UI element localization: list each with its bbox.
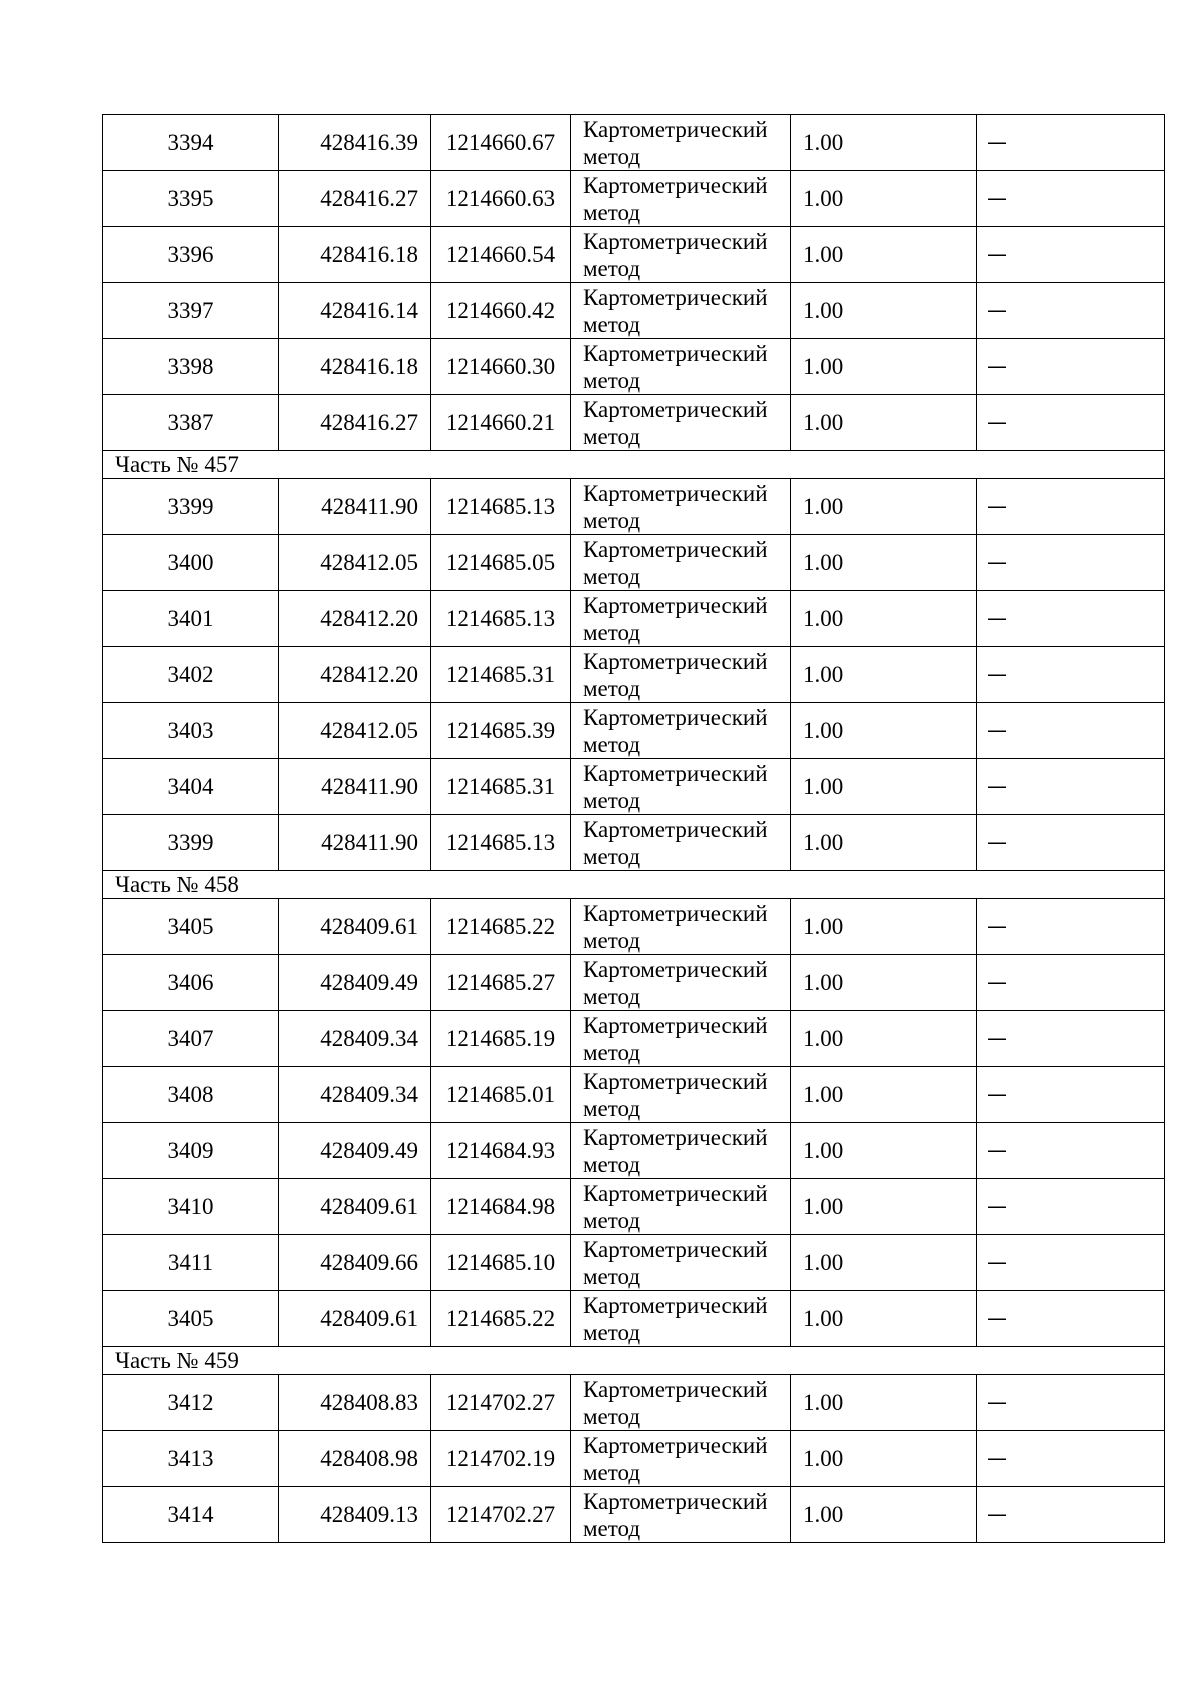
method-line-2: метод: [583, 1515, 641, 1541]
table-row: [103, 1431, 1165, 1487]
method-cell: [571, 1011, 791, 1067]
description-cell: —: [977, 591, 1165, 647]
accuracy-cell: 1.00: [791, 703, 977, 759]
point-number-cell: 3408: [103, 1067, 279, 1123]
description-cell: —: [977, 227, 1165, 283]
y-coordinate-cell: 1214685.39: [431, 703, 571, 759]
method-line-1: Картометрический: [583, 1012, 768, 1038]
method-line-1: Картометрический: [583, 172, 768, 198]
method-cell: [571, 647, 791, 703]
point-number-cell: 3394: [103, 115, 279, 171]
method-line-2: метод: [583, 675, 641, 701]
description-cell: —: [977, 171, 1165, 227]
method-line-1: Картометрический: [583, 1292, 768, 1318]
method-line-2: метод: [583, 1095, 641, 1121]
y-coordinate-cell: 1214702.19: [431, 1431, 571, 1487]
table-row: [103, 1375, 1165, 1431]
accuracy-cell: 1.00: [791, 1179, 977, 1235]
y-coordinate-cell: 1214684.93: [431, 1123, 571, 1179]
table-row: [103, 171, 1165, 227]
description-cell: —: [977, 703, 1165, 759]
x-coordinate-cell: 428412.20: [279, 591, 431, 647]
method-line-2: метод: [583, 507, 641, 533]
part-header-row: [103, 871, 1165, 899]
method-line-1: Картометрический: [583, 592, 768, 618]
table-row: [103, 591, 1165, 647]
method-cell: [571, 955, 791, 1011]
x-coordinate-cell: 428416.27: [279, 395, 431, 451]
table-row: [103, 1123, 1165, 1179]
method-cell: [571, 227, 791, 283]
method-line-2: метод: [583, 619, 641, 645]
accuracy-cell: 1.00: [791, 339, 977, 395]
x-coordinate-cell: 428412.05: [279, 703, 431, 759]
method-cell: [571, 1291, 791, 1347]
method-line-1: Картометрический: [583, 1236, 768, 1262]
description-cell: —: [977, 395, 1165, 451]
method-line-1: Картометрический: [583, 1068, 768, 1094]
point-number-cell: 3411: [103, 1235, 279, 1291]
method-cell: [571, 339, 791, 395]
point-number-cell: 3413: [103, 1431, 279, 1487]
accuracy-cell: 1.00: [791, 1431, 977, 1487]
table-row: [103, 955, 1165, 1011]
point-number-cell: 3396: [103, 227, 279, 283]
part-header-row: [103, 451, 1165, 479]
y-coordinate-cell: 1214660.54: [431, 227, 571, 283]
method-line-1: Картометрический: [583, 648, 768, 674]
y-coordinate-cell: 1214660.67: [431, 115, 571, 171]
point-number-cell: 3399: [103, 815, 279, 871]
table-row: [103, 1067, 1165, 1123]
method-line-2: метод: [583, 1459, 641, 1485]
description-cell: —: [977, 647, 1165, 703]
method-line-1: Картометрический: [583, 116, 768, 142]
description-cell: —: [977, 1235, 1165, 1291]
method-cell: [571, 591, 791, 647]
y-coordinate-cell: 1214685.31: [431, 759, 571, 815]
y-coordinate-cell: 1214660.30: [431, 339, 571, 395]
y-coordinate-cell: 1214685.05: [431, 535, 571, 591]
point-number-cell: 3399: [103, 479, 279, 535]
method-line-1: Картометрический: [583, 1180, 768, 1206]
method-cell: [571, 899, 791, 955]
point-number-cell: 3406: [103, 955, 279, 1011]
point-number-cell: 3410: [103, 1179, 279, 1235]
accuracy-cell: 1.00: [791, 535, 977, 591]
method-line-1: Картометрический: [583, 816, 768, 842]
description-cell: —: [977, 1011, 1165, 1067]
accuracy-cell: 1.00: [791, 283, 977, 339]
description-cell: —: [977, 1375, 1165, 1431]
accuracy-cell: 1.00: [791, 115, 977, 171]
y-coordinate-cell: 1214685.13: [431, 815, 571, 871]
method-cell: [571, 171, 791, 227]
table-row: [103, 1011, 1165, 1067]
x-coordinate-cell: 428412.20: [279, 647, 431, 703]
point-number-cell: 3398: [103, 339, 279, 395]
method-line-2: метод: [583, 311, 641, 337]
y-coordinate-cell: 1214685.19: [431, 1011, 571, 1067]
x-coordinate-cell: 428411.90: [279, 759, 431, 815]
method-line-2: метод: [583, 563, 641, 589]
point-number-cell: 3400: [103, 535, 279, 591]
table-row: [103, 899, 1165, 955]
x-coordinate-cell: 428409.61: [279, 899, 431, 955]
method-line-2: метод: [583, 927, 641, 953]
description-cell: —: [977, 1431, 1165, 1487]
method-cell: [571, 1431, 791, 1487]
method-cell: [571, 1179, 791, 1235]
description-cell: —: [977, 1487, 1165, 1543]
method-line-2: метод: [583, 143, 641, 169]
point-number-cell: 3414: [103, 1487, 279, 1543]
method-line-1: Картометрический: [583, 760, 768, 786]
accuracy-cell: 1.00: [791, 1011, 977, 1067]
method-cell: [571, 479, 791, 535]
description-cell: —: [977, 479, 1165, 535]
accuracy-cell: 1.00: [791, 1291, 977, 1347]
description-cell: —: [977, 339, 1165, 395]
method-line-2: метод: [583, 1207, 641, 1233]
x-coordinate-cell: 428408.98: [279, 1431, 431, 1487]
description-cell: —: [977, 1179, 1165, 1235]
description-cell: —: [977, 115, 1165, 171]
method-line-2: метод: [583, 1263, 641, 1289]
method-cell: [571, 283, 791, 339]
point-number-cell: 3405: [103, 899, 279, 955]
y-coordinate-cell: 1214660.21: [431, 395, 571, 451]
x-coordinate-cell: 428408.83: [279, 1375, 431, 1431]
method-line-2: метод: [583, 1039, 641, 1065]
x-coordinate-cell: 428416.14: [279, 283, 431, 339]
method-line-1: Картометрический: [583, 1432, 768, 1458]
part-label: Часть № 457: [103, 451, 1165, 479]
description-cell: —: [977, 283, 1165, 339]
method-cell: [571, 1375, 791, 1431]
method-line-2: метод: [583, 731, 641, 757]
accuracy-cell: 1.00: [791, 899, 977, 955]
description-cell: —: [977, 1123, 1165, 1179]
description-cell: —: [977, 759, 1165, 815]
point-number-cell: 3407: [103, 1011, 279, 1067]
point-number-cell: 3401: [103, 591, 279, 647]
method-cell: [571, 1235, 791, 1291]
method-cell: [571, 115, 791, 171]
method-cell: [571, 535, 791, 591]
point-number-cell: 3412: [103, 1375, 279, 1431]
table-row: [103, 395, 1165, 451]
point-number-cell: 3402: [103, 647, 279, 703]
x-coordinate-cell: 428411.90: [279, 815, 431, 871]
method-line-1: Картометрический: [583, 956, 768, 982]
x-coordinate-cell: 428409.66: [279, 1235, 431, 1291]
accuracy-cell: 1.00: [791, 1235, 977, 1291]
table-row: [103, 115, 1165, 171]
point-number-cell: 3403: [103, 703, 279, 759]
y-coordinate-cell: 1214685.31: [431, 647, 571, 703]
x-coordinate-cell: 428409.49: [279, 955, 431, 1011]
table-row: [103, 1179, 1165, 1235]
method-line-2: метод: [583, 1151, 641, 1177]
x-coordinate-cell: 428416.18: [279, 339, 431, 395]
table-row: [103, 339, 1165, 395]
description-cell: —: [977, 815, 1165, 871]
table-row: [103, 1235, 1165, 1291]
point-number-cell: 3409: [103, 1123, 279, 1179]
accuracy-cell: 1.00: [791, 479, 977, 535]
description-cell: —: [977, 1291, 1165, 1347]
point-number-cell: 3387: [103, 395, 279, 451]
table-row: [103, 479, 1165, 535]
accuracy-cell: 1.00: [791, 171, 977, 227]
accuracy-cell: 1.00: [791, 815, 977, 871]
table-row: [103, 1487, 1165, 1543]
x-coordinate-cell: 428409.61: [279, 1291, 431, 1347]
coordinates-table: [102, 114, 1165, 1543]
method-cell: [571, 1123, 791, 1179]
x-coordinate-cell: 428409.34: [279, 1067, 431, 1123]
method-line-2: метод: [583, 1319, 641, 1345]
method-cell: [571, 815, 791, 871]
method-line-2: метод: [583, 199, 641, 225]
method-line-2: метод: [583, 787, 641, 813]
y-coordinate-cell: 1214685.22: [431, 899, 571, 955]
table-row: [103, 815, 1165, 871]
table-row: [103, 647, 1165, 703]
table-row: [103, 227, 1165, 283]
method-cell: [571, 703, 791, 759]
method-line-2: метод: [583, 423, 641, 449]
method-line-2: метод: [583, 983, 641, 1009]
method-line-2: метод: [583, 1403, 641, 1429]
method-line-2: метод: [583, 255, 641, 281]
accuracy-cell: 1.00: [791, 955, 977, 1011]
description-cell: —: [977, 899, 1165, 955]
accuracy-cell: 1.00: [791, 1375, 977, 1431]
x-coordinate-cell: 428416.18: [279, 227, 431, 283]
point-number-cell: 3395: [103, 171, 279, 227]
accuracy-cell: 1.00: [791, 591, 977, 647]
table-row: [103, 759, 1165, 815]
method-line-1: Картометрический: [583, 480, 768, 506]
accuracy-cell: 1.00: [791, 1123, 977, 1179]
accuracy-cell: 1.00: [791, 227, 977, 283]
y-coordinate-cell: 1214660.63: [431, 171, 571, 227]
method-line-1: Картометрический: [583, 284, 768, 310]
method-line-1: Картометрический: [583, 1376, 768, 1402]
description-cell: —: [977, 535, 1165, 591]
part-header-row: [103, 1347, 1165, 1375]
method-line-1: Картометрический: [583, 1124, 768, 1150]
point-number-cell: 3404: [103, 759, 279, 815]
table-row: [103, 535, 1165, 591]
method-cell: [571, 1067, 791, 1123]
method-line-1: Картометрический: [583, 900, 768, 926]
point-number-cell: 3397: [103, 283, 279, 339]
accuracy-cell: 1.00: [791, 395, 977, 451]
y-coordinate-cell: 1214685.13: [431, 479, 571, 535]
method-cell: [571, 1487, 791, 1543]
y-coordinate-cell: 1214685.01: [431, 1067, 571, 1123]
method-line-1: Картометрический: [583, 536, 768, 562]
method-line-1: Картометрический: [583, 396, 768, 422]
method-line-2: метод: [583, 367, 641, 393]
method-cell: [571, 759, 791, 815]
x-coordinate-cell: 428409.34: [279, 1011, 431, 1067]
x-coordinate-cell: 428416.27: [279, 171, 431, 227]
y-coordinate-cell: 1214702.27: [431, 1487, 571, 1543]
table-row: [103, 703, 1165, 759]
coordinates-table-body: [103, 115, 1165, 1543]
y-coordinate-cell: 1214684.98: [431, 1179, 571, 1235]
accuracy-cell: 1.00: [791, 1487, 977, 1543]
method-cell: [571, 395, 791, 451]
x-coordinate-cell: 428409.49: [279, 1123, 431, 1179]
y-coordinate-cell: 1214660.42: [431, 283, 571, 339]
y-coordinate-cell: 1214685.10: [431, 1235, 571, 1291]
x-coordinate-cell: 428409.61: [279, 1179, 431, 1235]
method-line-1: Картометрический: [583, 340, 768, 366]
y-coordinate-cell: 1214685.22: [431, 1291, 571, 1347]
accuracy-cell: 1.00: [791, 1067, 977, 1123]
table-row: [103, 283, 1165, 339]
x-coordinate-cell: 428411.90: [279, 479, 431, 535]
method-line-1: Картометрический: [583, 228, 768, 254]
part-label: Часть № 458: [103, 871, 1165, 899]
point-number-cell: 3405: [103, 1291, 279, 1347]
accuracy-cell: 1.00: [791, 759, 977, 815]
table-row: [103, 1291, 1165, 1347]
method-line-1: Картометрический: [583, 1488, 768, 1514]
description-cell: —: [977, 1067, 1165, 1123]
x-coordinate-cell: 428412.05: [279, 535, 431, 591]
description-cell: —: [977, 955, 1165, 1011]
part-label: Часть № 459: [103, 1347, 1165, 1375]
y-coordinate-cell: 1214702.27: [431, 1375, 571, 1431]
method-line-1: Картометрический: [583, 704, 768, 730]
y-coordinate-cell: 1214685.13: [431, 591, 571, 647]
accuracy-cell: 1.00: [791, 647, 977, 703]
x-coordinate-cell: 428416.39: [279, 115, 431, 171]
y-coordinate-cell: 1214685.27: [431, 955, 571, 1011]
method-line-2: метод: [583, 843, 641, 869]
x-coordinate-cell: 428409.13: [279, 1487, 431, 1543]
